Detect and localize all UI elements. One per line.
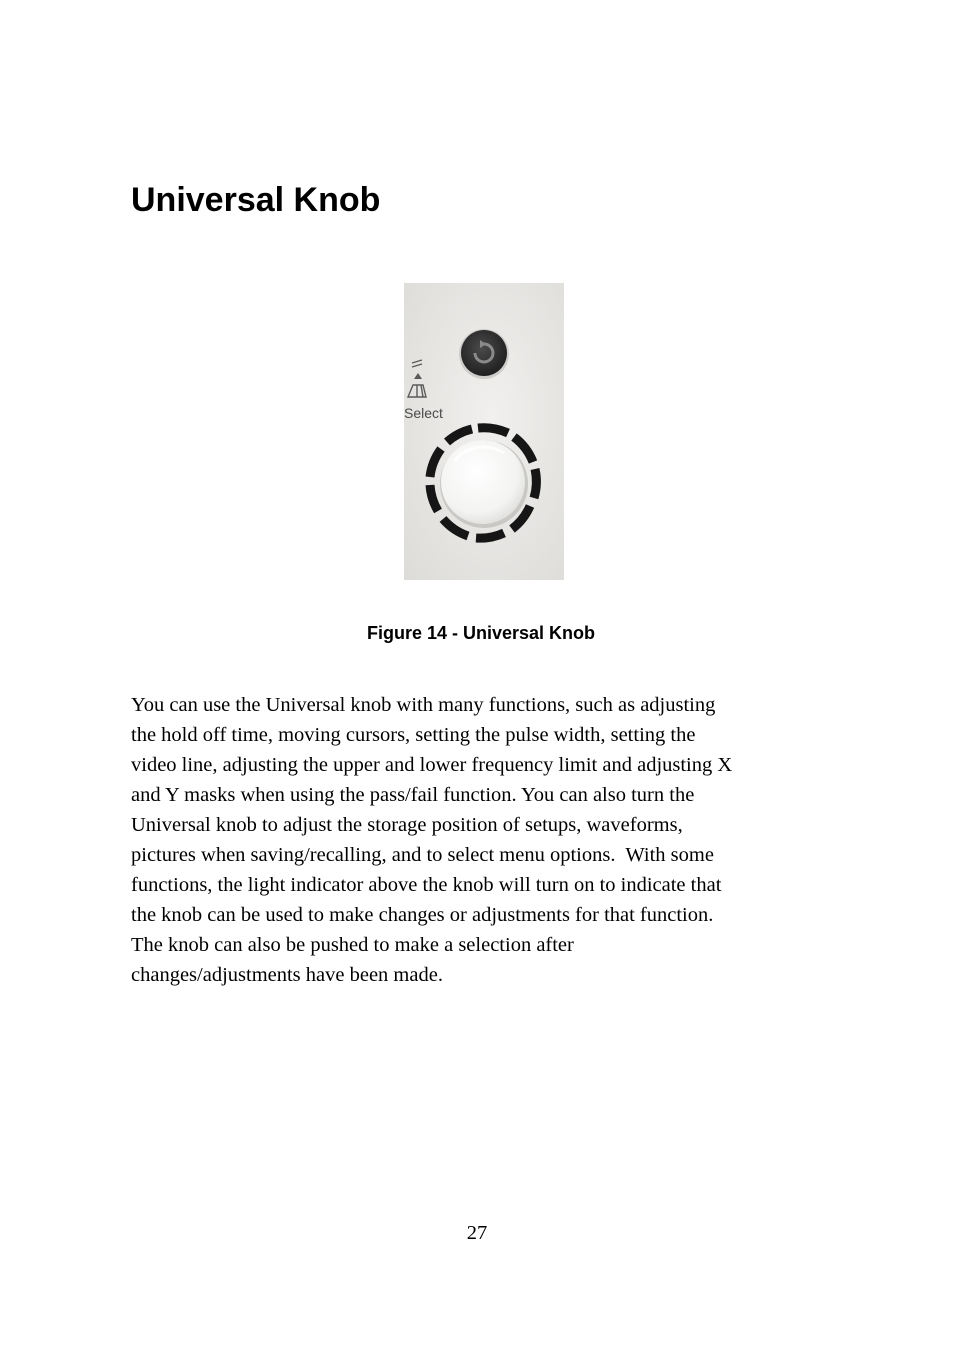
body-line: The knob can also be pushed to make a selection after [131,934,574,956]
body-line: changes/adjustments have been made. [131,964,443,986]
body-line: functions, the light indicator above the knob will turn on to indicate that [131,874,722,896]
page-number: 27 [466,1222,488,1244]
indicator-light-icon [459,329,509,379]
body-line: the hold off time, moving cursors, setting the pulse width, setting the [131,724,696,746]
select-label: Select [404,405,443,421]
body-paragraph [131,690,811,990]
body-line: You can use the Universal knob with many functions, such as adjusting [131,694,716,716]
body-line: video line, adjusting the upper and lower frequency limit and adjusting X [131,754,733,776]
body-line: the knob can be used to make changes or adjustments for that function. [131,904,714,926]
body-line: pictures when saving/recalling, and to select menu options. With some [131,844,714,866]
universal-knob-photo [404,283,564,580]
body-line: Universal knob to adjust the storage position of setups, waveforms, [131,814,683,836]
section-heading: Universal Knob [131,181,381,219]
body-line: and Y masks when using the pass/fail function. You can also turn the [131,784,695,806]
figure-caption: Figure 14 - Universal Knob [366,623,596,643]
universal-knob [440,440,528,528]
